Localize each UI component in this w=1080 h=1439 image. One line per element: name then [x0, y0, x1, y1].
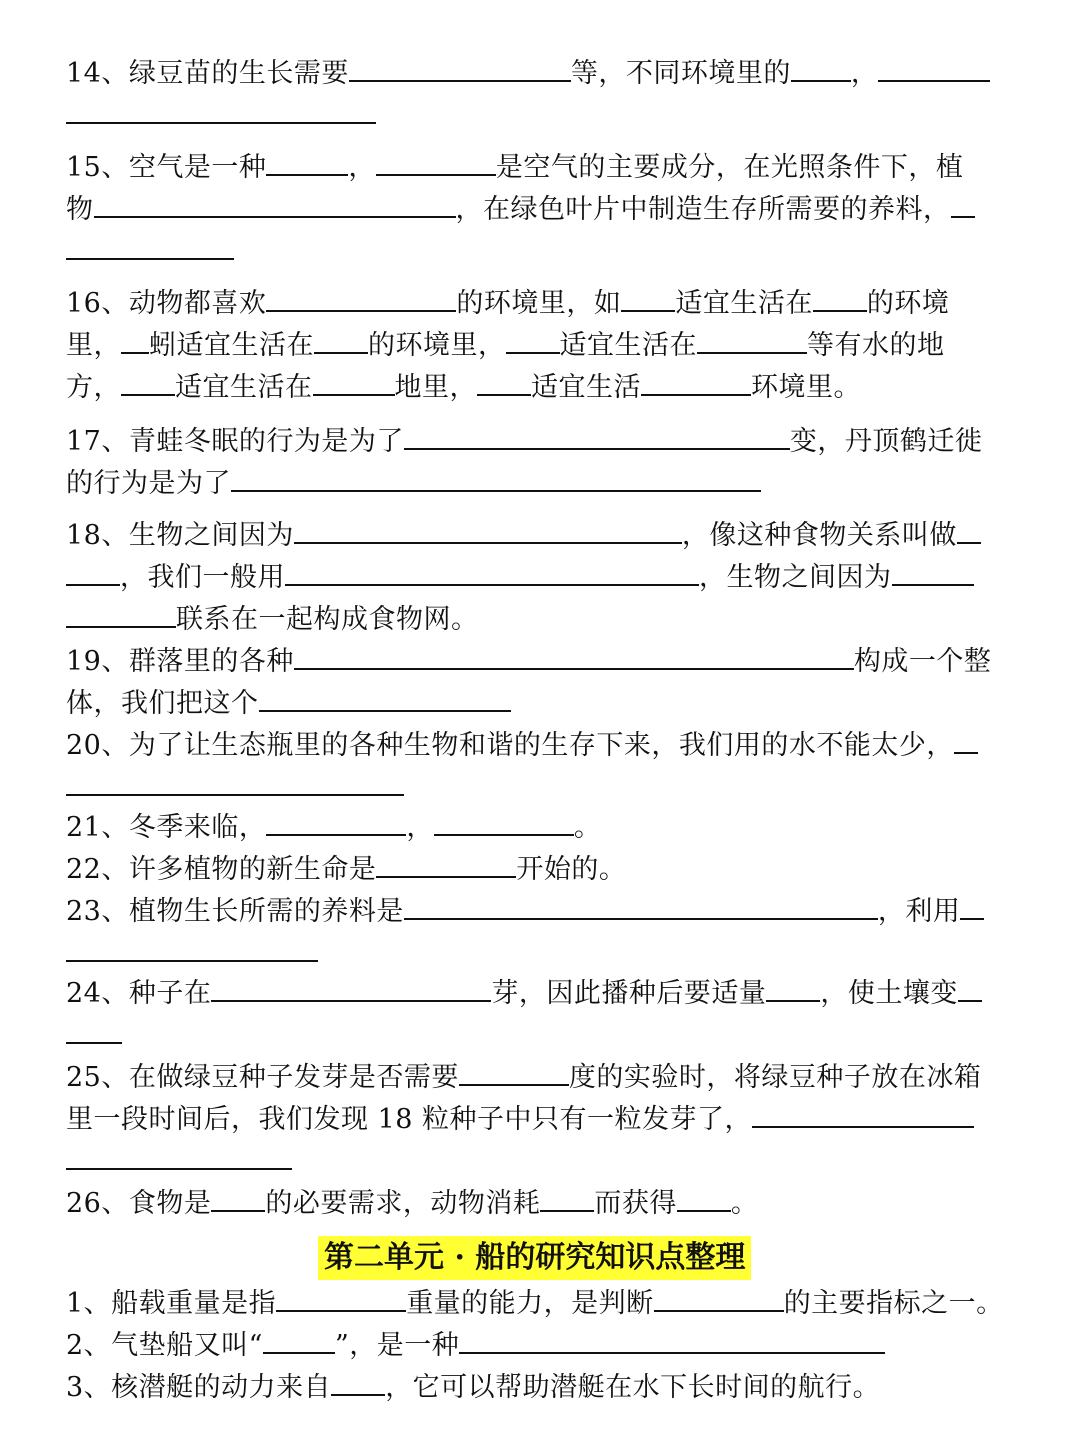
- answer-blank[interactable]: [231, 466, 761, 492]
- question-25-line-1: 25、在做绿豆种子发芽是否需要 度的实验时，将绿豆种子放在冰箱: [66, 1062, 982, 1093]
- answer-blank[interactable]: [954, 728, 978, 754]
- question-14-line-1: 14、绿豆苗的生长需要 等，不同环境里的 ，: [66, 56, 990, 91]
- answer-blank[interactable]: [766, 976, 820, 1002]
- answer-blank[interactable]: [313, 370, 395, 396]
- question-15-line-2: 物 ，在绿色叶片中制造生存所需要的养料，: [66, 192, 975, 227]
- answer-blank[interactable]: [459, 1328, 885, 1354]
- answer-blank[interactable]: [331, 1370, 385, 1396]
- question-25-line-3: [66, 1142, 292, 1170]
- question-24-line-2: [66, 1016, 122, 1044]
- answer-blank[interactable]: [752, 1102, 974, 1128]
- answer-blank[interactable]: [314, 328, 368, 354]
- question-24-line-1: 24、种子在 芽，因此播种后要适量 ，使土壤变: [66, 976, 982, 1011]
- answer-blank[interactable]: [621, 286, 675, 312]
- answer-blank[interactable]: [263, 1328, 335, 1354]
- question-15-line-1: 15、空气是一种 ， 是空气的主要成分，在光照条件下，植: [66, 152, 964, 183]
- question-20-line-2: [66, 768, 404, 796]
- answer-blank[interactable]: [66, 96, 376, 124]
- answer-blank[interactable]: [791, 56, 851, 82]
- question-14-line-2: [66, 96, 376, 124]
- answer-blank[interactable]: [66, 934, 318, 962]
- answer-blank[interactable]: [459, 1060, 569, 1086]
- answer-blank[interactable]: [376, 150, 496, 176]
- answer-blank[interactable]: [285, 560, 699, 586]
- question-23-line-1: 23、植物生长所需的养料是 ，利用: [66, 894, 984, 929]
- answer-blank[interactable]: [878, 56, 990, 82]
- question-15-line-3: [66, 232, 234, 260]
- unit2-question-2: 2、气垫船又叫“ ”，是一种: [66, 1328, 885, 1363]
- answer-blank[interactable]: [259, 686, 511, 712]
- question-16-line-2: 里， 蚓适宜生活在 的环境里， 适宜生活在 等有水的地: [66, 330, 945, 361]
- answer-blank[interactable]: [66, 768, 404, 796]
- answer-blank[interactable]: [813, 286, 867, 312]
- answer-blank[interactable]: [276, 1286, 406, 1312]
- answer-blank[interactable]: [654, 1286, 784, 1312]
- answer-blank[interactable]: [892, 560, 974, 586]
- question-20-line-1: 20、为了让生态瓶里的各种生物和谐的生存下来，我们用的水不能太少，: [66, 728, 978, 763]
- question-17-line-1: 17、青蛙冬眠的行为是为了 变，丹顶鹤迁徙: [66, 426, 983, 457]
- question-23-line-2: [66, 934, 318, 962]
- answer-blank[interactable]: [677, 1186, 731, 1212]
- answer-blank[interactable]: [211, 976, 491, 1002]
- answer-blank[interactable]: [266, 150, 348, 176]
- answer-blank[interactable]: [294, 518, 682, 544]
- answer-blank[interactable]: [349, 56, 571, 82]
- answer-blank[interactable]: [66, 560, 120, 586]
- question-17-line-2: 的行为是为了: [66, 466, 761, 501]
- unit2-question-3: 3、核潜艇的动力来自 ，它可以帮助潜艇在水下长时间的航行。: [66, 1372, 881, 1403]
- question-16-line-3: 方， 适宜生活在 地里， 适宜生活 环境里。: [66, 372, 861, 403]
- answer-blank[interactable]: [66, 1142, 292, 1170]
- answer-blank[interactable]: [66, 602, 176, 628]
- answer-blank[interactable]: [294, 644, 854, 670]
- answer-blank[interactable]: [957, 518, 981, 544]
- answer-blank[interactable]: [211, 1186, 265, 1212]
- answer-blank[interactable]: [641, 370, 751, 396]
- question-26: 26、食物是 的必要需求，动物消耗 而获得 。: [66, 1188, 759, 1219]
- question-16-line-1: 16、动物都喜欢 的环境里，如 适宜生活在 的环境: [66, 288, 950, 319]
- answer-blank[interactable]: [266, 286, 456, 312]
- question-18-line-3: 联系在一起构成食物网。: [66, 602, 479, 637]
- question-19-line-2: 体，我们把这个: [66, 686, 511, 721]
- answer-blank[interactable]: [697, 328, 807, 354]
- answer-blank[interactable]: [506, 328, 560, 354]
- question-25-line-2: 里一段时间后，我们发现 18 粒种子中只有一粒发芽了，: [66, 1102, 974, 1137]
- answer-blank[interactable]: [540, 1186, 594, 1212]
- question-22: 22、许多植物的新生命是 开始的。: [66, 854, 627, 885]
- answer-blank[interactable]: [66, 232, 234, 260]
- answer-blank[interactable]: [376, 852, 516, 878]
- question-18-line-2: ，我们一般用 ，生物之间因为: [66, 560, 974, 595]
- answer-blank[interactable]: [958, 976, 982, 1002]
- question-18-line-1: 18、生物之间因为 ，像这种食物关系叫做: [66, 518, 981, 553]
- question-19-line-1: 19、群落里的各种 构成一个整: [66, 646, 992, 677]
- answer-blank[interactable]: [66, 1016, 122, 1044]
- answer-blank[interactable]: [94, 192, 456, 218]
- answer-blank[interactable]: [434, 810, 574, 836]
- answer-blank[interactable]: [951, 192, 975, 218]
- unit2-question-1: 1、船载重量是指 重量的能力，是判断 的主要指标之一。: [66, 1288, 1004, 1319]
- question-21: 21、冬季来临， ， 。: [66, 812, 602, 843]
- answer-blank[interactable]: [404, 894, 878, 920]
- answer-blank[interactable]: [266, 810, 406, 836]
- answer-blank[interactable]: [960, 894, 984, 920]
- answer-blank[interactable]: [121, 370, 175, 396]
- answer-blank[interactable]: [404, 424, 790, 450]
- answer-blank[interactable]: [121, 328, 149, 354]
- section-heading: 第二单元 · 船的研究知识点整理: [318, 1236, 751, 1280]
- answer-blank[interactable]: [477, 370, 531, 396]
